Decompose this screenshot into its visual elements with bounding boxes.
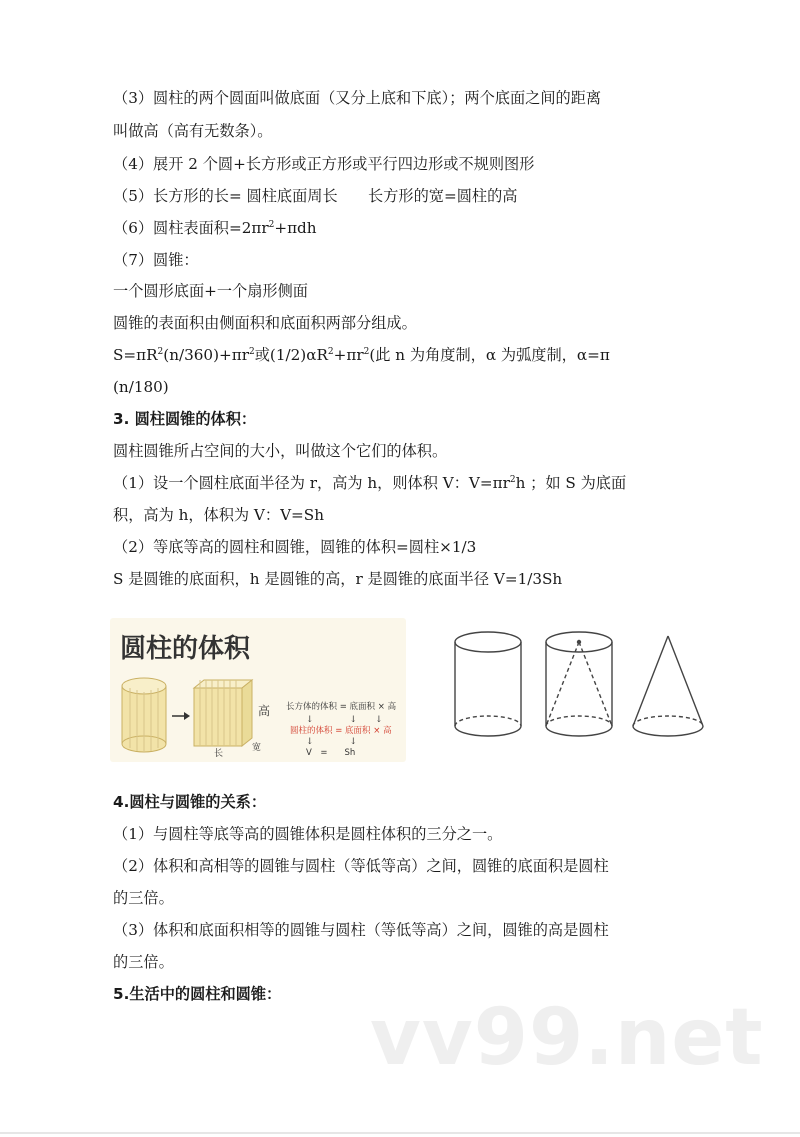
text-line: 的三倍。	[113, 953, 174, 971]
text-line: (n/180)	[113, 378, 169, 396]
watermark: vv99.net	[370, 993, 764, 1083]
down-arrow-icon: ↓ ↓	[306, 737, 358, 747]
cylinder-icon	[455, 632, 521, 736]
text-line: 圆柱圆锥所占空间的大小，叫做这个它们的体积。	[113, 442, 448, 460]
formula-v-sh: V = Sh	[306, 748, 356, 758]
text-line: （4）展开 2 个圆+长方形或正方形或平行四边形或不规则图形	[113, 155, 535, 173]
text-line: （7）圆锥：	[113, 251, 199, 269]
text-line: S 是圆锥的底面积，h 是圆锥的高，r 是圆锥的底面半径 V=1/3Sh	[113, 570, 563, 588]
label-length: 长	[214, 749, 224, 759]
cylinder-cone-drawings	[448, 622, 748, 754]
arrow-right-icon	[172, 712, 190, 720]
label-width: 宽	[252, 743, 262, 753]
text-line: 一个圆形底面+一个扇形侧面	[113, 282, 308, 300]
text-line: （1）与圆柱等底等高的圆锥体积是圆柱体积的三分之一。	[113, 825, 503, 843]
text-line: 叫做高（高有无数条）。	[113, 122, 273, 140]
formula-cuboid-volume: 长方体的体积 = 底面积 × 高	[286, 702, 397, 712]
text-line: 的三倍。	[113, 889, 174, 907]
cone-in-cylinder-icon	[546, 632, 612, 736]
cuboid-icon	[194, 680, 252, 746]
text-line: 圆锥的表面积由侧面积和底面积两部分组成。	[113, 314, 417, 332]
formula-cylinder-volume: 圆柱的体积 = 底面积 × 高	[290, 726, 392, 736]
text-line: （2）等底等高的圆柱和圆锥，圆锥的体积=圆柱×1/3	[113, 538, 477, 556]
formula-surface-area-cone: $S=\pi R^2(n/360)+\pi r^2$或$(1/2)\alpha R^2+\pi r^2$(此 n 为角度制，α 为弧度制，α=π	[113, 346, 610, 364]
figure-title: 圆柱的体积	[120, 634, 251, 664]
text-line: 积，高为 h，体积为 V：V=Sh	[113, 506, 324, 524]
cone-icon	[633, 636, 703, 736]
text-line: （2）体积和高相等的圆锥与圆柱（等低等高）之间，圆锥的底面积是圆柱	[113, 857, 609, 875]
text-line: （3）体积和底面积相等的圆锥与圆柱（等低等高）之间，圆锥的高是圆柱	[113, 921, 609, 939]
formula-volume-cylinder: （1）设一个圆柱底面半径为 r，高为 h，则体积 V：$V=\pi r^2h$ ；如 S 为底面	[113, 474, 627, 492]
sliced-cylinder-icon	[122, 678, 166, 752]
text-line: （3）圆柱的两个圆面叫做底面（又分上底和下底）；两个底面之间的距离	[113, 89, 602, 107]
section-heading-relationship: 4.圆柱与圆锥的关系：	[113, 793, 267, 811]
section-heading-daily-life: 5.生活中的圆柱和圆锥：	[113, 985, 282, 1003]
cylinder-volume-illustration	[110, 618, 406, 762]
section-heading-volume: 3. 圆柱圆锥的体积：	[113, 410, 257, 428]
page-bottom-divider	[0, 1132, 800, 1134]
label-height: 高	[258, 704, 271, 718]
text-line: （5）长方形的长= 圆柱底面周长 长方形的宽=圆柱的高	[113, 187, 518, 205]
formula-surface-area-cylinder: （6）圆柱表面积$=2\pi r^2+\pi dh$	[113, 219, 317, 237]
down-arrow-icon: ↓ ↓ ↓	[306, 715, 383, 725]
